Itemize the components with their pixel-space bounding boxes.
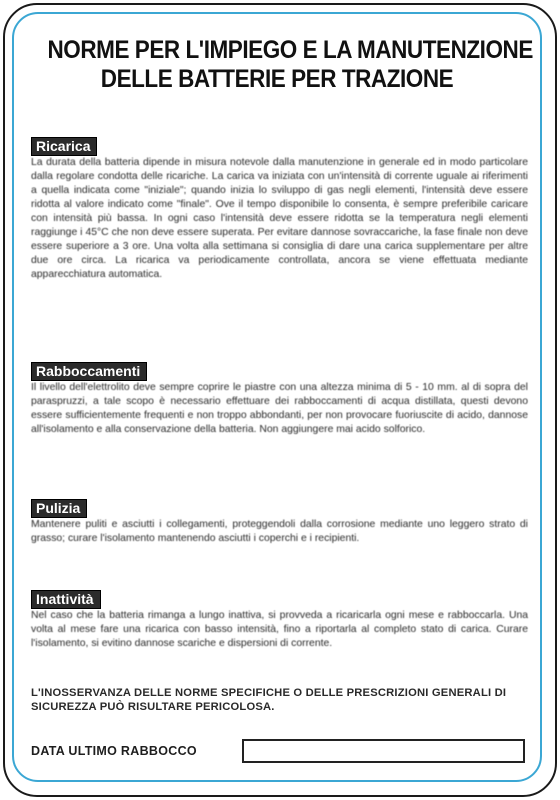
- section-heading-inattivita: Inattività: [31, 590, 101, 609]
- section-heading-rabboccamenti: Rabboccamenti: [31, 362, 147, 381]
- section-heading-ricarica: Ricarica: [31, 137, 97, 156]
- sign-title: [47, 36, 533, 94]
- safety-warning: L'INOSSERVANZA DELLE NORME SPECIFICHE O DELLE PRESCRIZIONI GENERALI DI SICUREZZA PUÒ RISULTARE PERICOLOSA.: [31, 687, 507, 713]
- section-text-pulizia: Mantenere puliti e asciutti i collegamenti, proteggendoli dalla corrosione mediante uno leggero strato di grasso; curare l'isolamento mantenendo asciutti i coperchi e i recipienti.: [31, 519, 528, 544]
- title-line-2: DELLE BATTERIE PER TRAZIONE: [100, 65, 454, 93]
- section-text-rabboccamenti: Il livello dell'elettrolito deve sempre coprire le piastre con una altezza minima di 5 - 10 mm. al di sopra del paraspruzzi, a tale scopo è necessario effettuare dei rabboccamenti di acqua distillata, questi devono essere sufficientemente frequenti e non troppo abbondanti, per non provocare fuoriuscite di acido, dannose all'isolamento e alla conservazione della batteria. Non aggiungere mai acido solforico.: [31, 382, 528, 435]
- date-field-label: DATA ULTIMO RABBOCCO: [31, 744, 197, 758]
- section-heading-pulizia: Pulizia: [31, 499, 87, 518]
- date-field-box[interactable]: [242, 739, 525, 763]
- title-line-1: NORME PER L'IMPIEGO E LA MANUTENZIONE: [47, 36, 533, 64]
- section-text-ricarica: La durata della batteria dipende in misura notevole dalla manutenzione in generale ed in modo particolare dalla regolare condotta delle ricariche. La carica va iniziata con un'intensità di corrente uguale ai riferimenti a quella indicata come "iniziale"; quando inizia lo sviluppo di gas negli elementi, l'intensità deve essere ridotta al valore indicato come "finale". Ove il tempo disponibile lo consenta, è sempre preferibile caricare con intensità più bassa. In ogni caso l'intensità deve essere ridotta se la temperatura negli elementi raggiunge i 45°C che non deve essere superata. Per evitare dannose sovraccariche, la fase finale non deve essere superiore a 3 ore. Una volta alla settimana si consiglia di dare una carica supplementare per altre due ore circa. La ricarica va periodicamente controllata, ancora se viene effettuata mediante apparecchiatura automatica.: [31, 157, 528, 280]
- section-text-inattivita: Nel caso che la batteria rimanga a lungo inattiva, si provveda a ricaricarla ogni mese e rabboccarla. Una volta al mese fare una ricarica con basso intensità, fino a riportarla al completo stato di carica. Curare l'isolamento, si evitino dannose scariche e dispersioni di corrente.: [31, 610, 528, 649]
